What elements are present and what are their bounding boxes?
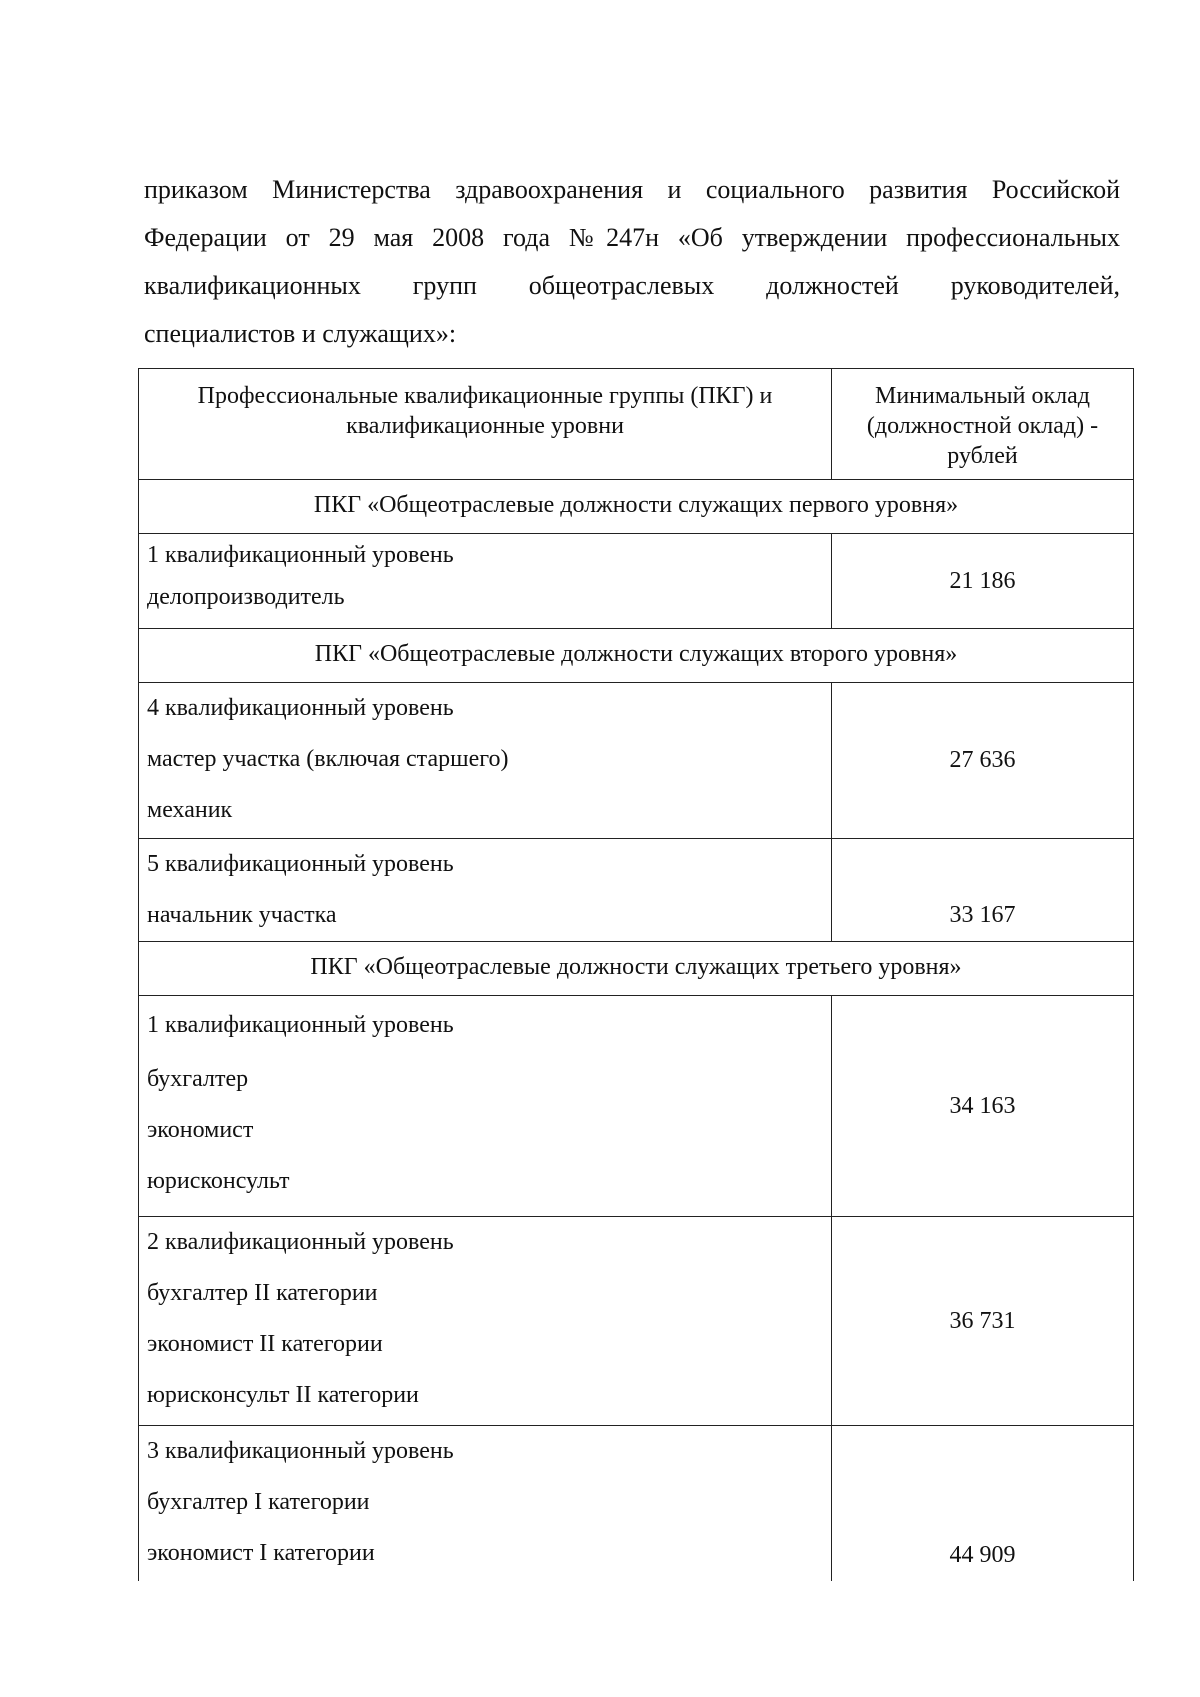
salary-value: 34 163 [949,1092,1016,1119]
intro-paragraph [144,166,1120,358]
level-label: 2 квалификационный уровень [147,1229,454,1255]
group-title-row [139,942,1134,996]
position-label: юрисконсульт II категории [147,1382,419,1408]
salary-value: 27 636 [949,747,1016,773]
group-title-row [139,629,1134,683]
level-label: 1 квалификационный уровень [147,542,454,568]
intro-line: квалификационных групп общеотраслевых должностей руководителей, [144,271,1120,300]
salary-value: 44 909 [949,1542,1016,1568]
table-row [139,534,1134,629]
position-label: механик [147,797,233,823]
table-row [139,683,1134,839]
salary-value: 36 731 [949,1307,1016,1334]
header-col-groups: Профессиональные квалификационные группы (ПКГ) и квалификационные уровни [139,369,832,480]
intro-line: приказом Министерства здравоохранения и социального развития Российской [144,175,1120,204]
table-header-row [139,369,1134,480]
position-label: мастер участка (включая старшего) [147,746,509,772]
level-label: 3 квалификационный уровень [147,1438,454,1464]
position-label: экономист II категории [147,1331,383,1357]
group-title-row [139,480,1134,534]
position-label: бухгалтер I категории [147,1489,370,1515]
header-col-salary: Минимальный оклад (должностной оклад) - рублей [832,369,1134,480]
position-label: юрисконсульт [147,1168,290,1194]
table-row [139,1217,1134,1426]
group-title: ПКГ «Общеотраслевые должности служащих третьего уровня» [139,942,1134,996]
level-label: 5 квалификационный уровень [147,851,454,877]
group-title: ПКГ «Общеотраслевые должности служащих второго уровня» [139,629,1134,683]
position-label: бухгалтер II категории [147,1280,378,1306]
level-label: 4 квалификационный уровень [147,695,454,721]
table-row [139,996,1134,1217]
position-label: делопроизводитель [147,584,345,610]
intro-line: специалистов и служащих»: [144,319,457,348]
salary-table [138,368,1134,1581]
intro-line: Федерации от 29 мая 2008 года №247н «Об утверждении профессиональных [144,223,1120,252]
salary-value: 33 167 [949,902,1016,928]
table-row [139,1426,1134,1582]
level-label: 1 квалификационный уровень [147,1012,454,1038]
salary-value: 21 186 [949,567,1016,594]
table-row [139,839,1134,942]
group-title: ПКГ «Общеотраслевые должности служащих первого уровня» [139,480,1134,534]
position-label: экономист I категории [147,1540,375,1566]
position-label: бухгалтер [147,1066,249,1092]
position-label: экономист [147,1117,254,1143]
position-label: начальник участка [147,902,337,928]
